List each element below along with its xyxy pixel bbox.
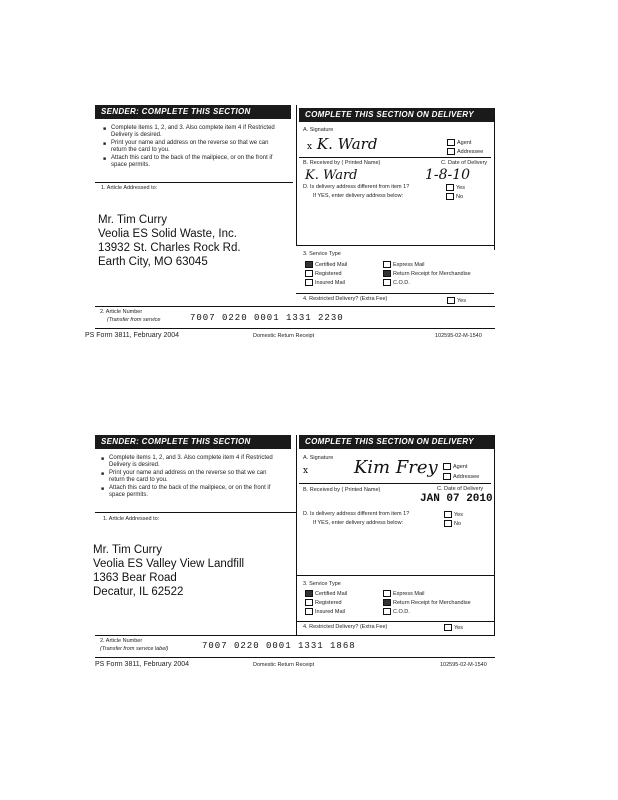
address-line: Veolia ES Solid Waste, Inc. [98,228,237,240]
no-checkbox[interactable] [444,520,452,527]
received-by-label: B. Received by ( Printed Name) [303,160,381,166]
address-line: 1363 Bear Road [93,572,177,584]
agent-checkbox[interactable] [443,463,451,470]
restricted-yes-checkbox[interactable] [444,624,452,631]
address-line: 13932 St. Charles Rock Rd. [98,242,241,254]
form-code: 102595-02-M-1540 [435,333,482,339]
express-mail-checkbox[interactable] [383,590,391,597]
service-type-label: 3. Service Type [303,581,341,587]
agent-option: Agent [447,139,471,146]
signature-label: A. Signature [303,127,334,133]
date-of-delivery-label: C. Date of Delivery [441,160,488,166]
ps-form-label: PS Form 3811, February 2004 [95,661,190,668]
article-addressed-label: 1. Article Addressed to: [103,516,160,522]
delivery-section-header: COMPLETE THIS SECTION ON DELIVERY [299,108,495,122]
instruction-item: ■ Print your name and address on the reverse so that we can return the card to you. [103,140,278,155]
instruction-item: ■ Complete items 1, 2, and 3. Also complete item 4 if Restricted Delivery is desired. [103,125,278,140]
agent-option: Agent [443,463,467,470]
agent-checkbox[interactable] [447,139,455,146]
different-address-no: No [444,520,461,527]
service-options [305,261,490,288]
signature-text: Kim Frey [353,457,438,478]
address-line: Mr. Tim Curry [98,214,167,226]
instruction-item: ■ Attach this card to the back of the mailpiece, or on the front if space permits. [101,485,281,500]
instructions-list [103,125,278,169]
certified-mail-checkbox[interactable] [305,590,313,597]
different-address-yes: Yes [444,511,463,518]
return-receipt-card-2 [95,435,495,675]
instruction-item: ■ Print your name and address on the reverse so that we can return the card to you. [101,470,281,485]
date-of-delivery-value: JAN 07 2010 [420,493,493,505]
article-number-label: 2. Article Number [100,309,143,315]
express-mail-option: Express Mail [383,591,424,597]
delivery-section-header: COMPLETE THIS SECTION ON DELIVERY [299,435,495,449]
addressee-checkbox[interactable] [443,473,451,480]
return-receipt-option: Return Receipt for Merchandise [383,271,471,277]
yes-checkbox[interactable] [446,184,454,191]
yes-checkbox[interactable] [444,511,452,518]
recipient-address [98,213,241,269]
signature-label: A. Signature [303,455,334,461]
no-checkbox[interactable] [446,193,454,200]
cod-option: C.O.D. [383,609,410,615]
instruction-item: ■ Complete items 1, 2, and 3. Also complete item 4 if Restricted Delivery is desired. [101,455,281,470]
domestic-return-receipt-label: Domestic Return Receipt [253,662,315,668]
insured-mail-checkbox[interactable] [305,279,313,286]
sender-section-header: SENDER: COMPLETE THIS SECTION [95,435,291,449]
sender-section-header: SENDER: COMPLETE THIS SECTION [95,105,291,119]
return-receipt-checkbox[interactable] [383,599,391,606]
transfer-label: (Transfer from service label) [100,646,169,652]
cod-checkbox[interactable] [383,279,391,286]
transfer-label: (Transfer from service [107,317,161,323]
addressee-checkbox[interactable] [447,148,455,155]
certified-mail-option: Certified Mail [305,590,383,599]
recipient-address [93,543,244,599]
signature-value: x Kim Frey [303,457,438,478]
address-line: Earth City, MO 63045 [98,256,208,268]
domestic-return-receipt-label: Domestic Return Receipt [253,333,315,339]
received-by-value: K. Ward [305,168,358,183]
return-receipt-option: Return Receipt for Merchandise [383,600,471,606]
registered-checkbox[interactable] [305,599,313,606]
form-code: 102595-02-M-1540 [440,662,487,668]
different-address-yes: Yes [446,184,465,191]
article-number: 7007 0220 0001 1331 2230 [190,313,344,323]
signature-value: x K. Ward [307,135,378,153]
different-address-question: D. Is delivery address different from item 1? [303,511,410,517]
registered-option: Registered [305,599,383,608]
instructions-list [101,455,281,499]
signature-text: K. Ward [316,135,378,153]
restricted-delivery-label: 4. Restricted Delivery? (Extra Fee) [303,296,388,302]
received-by-label: B. Received by ( Printed Name) [303,487,381,493]
different-address-no: No [446,193,463,200]
restricted-delivery-yes: Yes [447,297,466,304]
insured-mail-option: Insured Mail [305,279,383,288]
cod-option: C.O.D. [383,280,410,286]
restricted-delivery-label: 4. Restricted Delivery? (Extra Fee) [303,624,388,630]
service-type-label: 3. Service Type [303,251,341,257]
date-of-delivery-label: C. Date of Delivery [437,486,484,492]
insured-mail-option: Insured Mail [305,608,383,617]
restricted-yes-checkbox[interactable] [447,297,455,304]
address-line: Mr. Tim Curry [93,544,162,556]
address-line: Decatur, IL 62522 [93,586,184,598]
restricted-delivery-yes: Yes [444,624,463,631]
certified-mail-checkbox[interactable] [305,261,313,268]
addressee-option: Addressee [443,473,479,480]
insured-mail-checkbox[interactable] [305,608,313,615]
date-of-delivery-value: 1-8-10 [425,167,471,183]
ps-form-label: PS Form 3811, February 2004 [85,332,180,339]
express-mail-checkbox[interactable] [383,261,391,268]
return-receipt-card-1 [85,105,495,345]
addressee-option: Addressee [447,148,483,155]
address-line: Veolia ES Valley View Landfill [93,558,245,570]
service-options [305,590,490,617]
different-address-instruction: If YES, enter delivery address below: [313,520,404,526]
article-addressed-label: 1. Article Addressed to: [101,185,158,191]
article-number: 7007 0220 0001 1331 1868 [202,641,356,651]
certified-mail-option: Certified Mail [305,261,383,270]
article-number-label: 2. Article Number [100,638,143,644]
registered-checkbox[interactable] [305,270,313,277]
cod-checkbox[interactable] [383,608,391,615]
express-mail-option: Express Mail [383,262,424,268]
different-address-instruction: If YES, enter delivery address below: [313,193,404,199]
registered-option: Registered [305,270,383,279]
different-address-question: D. Is delivery address different from item 1? [303,184,410,190]
instruction-item: ■ Attach this card to the back of the mailpiece, or on the front if space permits. [103,155,278,170]
return-receipt-checkbox[interactable] [383,270,391,277]
